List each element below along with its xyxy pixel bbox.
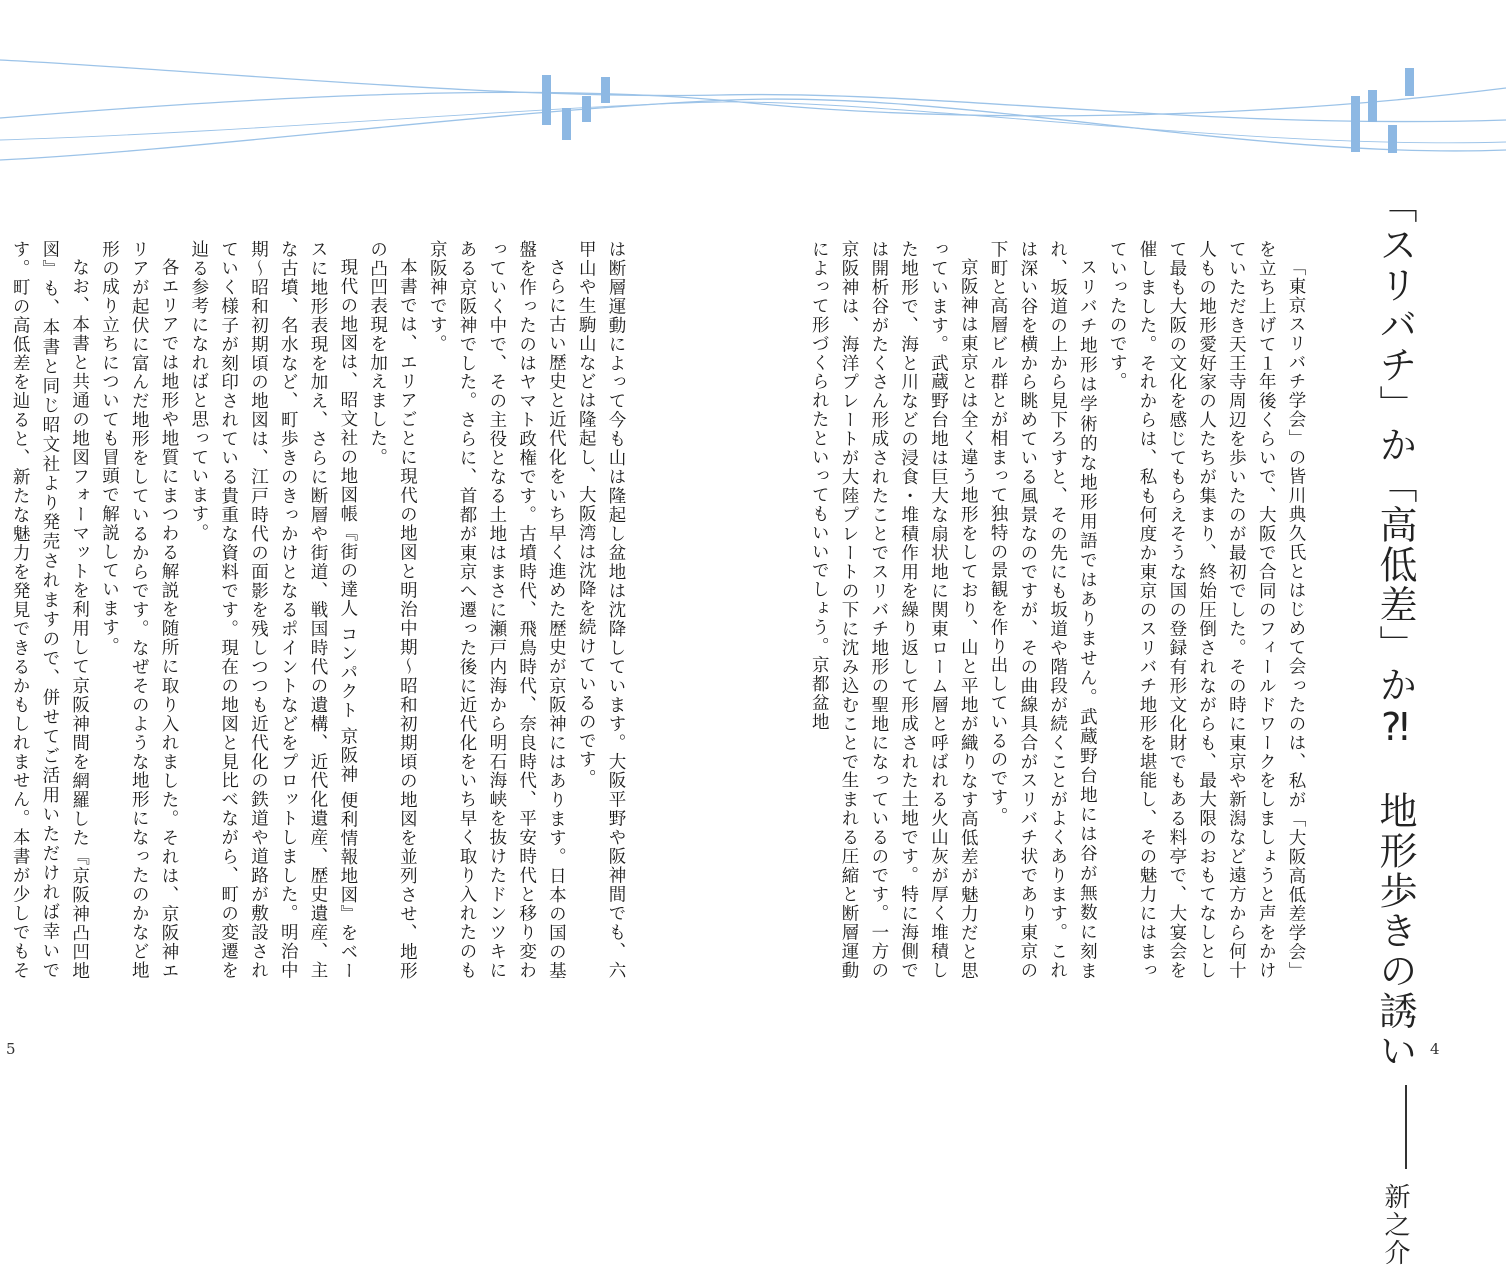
paragraph: 現代の地図は、昭文社の地図帳『街の達人 コンパクト 京阪神 便利情報地図』をベースに地形表現を加え、さらに断層や街道、戦国時代の遺構、近代化遺産、歴史遺産、主な古墳、名水など、町歩きのきっかけとなるポイントなどをプロットしました。明治中期～昭和初期頃の地図は、江戸時代の面影を残しつつも近代化の鉄道や道路が敷設されていく様子が刻印されている貴重な資料です。現在の地図と見比べながら、町の変遷を辿る参考になればと思っています。 xyxy=(188,240,358,980)
page-number-right: 4 xyxy=(1430,1040,1440,1058)
paragraph: 「東京スリバチ学会」の皆川典久氏とはじめて会ったのは、私が「大阪高低差学会」を立ち上げて１年後くらいで、大阪で合同のフィールドワークをしましょうと声をかけていただき天王寺周辺を歩いたのが最初でした。その時に東京や新潟など遠方から何十人もの地形愛好家の人たちが集まり、終始圧倒されながらも、最大限のおもてなしとして最も大阪の文化を感じてもらえそうな国の登録有形文化財でもある料亭で、大宴会を催しました。それからは、私も何度か東京のスリバチ地形を堪能し、その魅力にはまっていったのです。 xyxy=(1107,240,1306,980)
page-number-left: 5 xyxy=(6,1040,16,1058)
left-page-body xyxy=(10,240,630,980)
paragraph: スリバチ地形は学術的な地形用語ではありません。武蔵野台地には谷が無数に刻まれ、坂道の上から見下ろすと、その先にも坂道や階段が続くことがよくあります。これは深い谷を横から眺めている風景なのですが、その曲線具合がスリバチ状であり東京の下町と高層ビル群とが相まって独特の景観を作り出しているのです。 xyxy=(988,240,1098,980)
bars-right xyxy=(1351,68,1414,153)
title-author: 新之介 xyxy=(1380,1183,1410,1267)
paragraph: なお、本書と共通の地図フォーマットを利用して京阪神間を網羅した『京阪神凸凹地図』も、本書と同じ昭文社より発売されますので、併せてご活用いただければ幸いです。町の高低差を辿ると、新たな魅力を発見できるかもしれません。本書が少しでもそ xyxy=(10,240,90,980)
right-page-body xyxy=(810,240,1310,980)
paragraph: 各エリアでは地形や地質にまつわる解説を随所に取り入れました。それは、京阪神エリアが起伏に富んだ地形をしているからです。なぜそのような地形になったのかなど地形の成り立ちについても冒頭で解説しています。 xyxy=(99,240,180,980)
chapter-title xyxy=(1340,185,1420,1267)
paragraph: は断層運動によって今も山は隆起し盆地は沈降しています。大阪平野や阪神間でも、六甲山や生駒山などは隆起し、大阪湾は沈降を続けているのです。 xyxy=(576,240,626,980)
title-dash xyxy=(1405,1085,1407,1169)
paragraph: さらに古い歴史と近代化をいち早く進めた歴史が京阪神にはあります。日本の国の基盤を作ったのはヤマト政権です。古墳時代、飛鳥時代、奈良時代、平安時代と移り変わっていく中で、その主役となる土地はまさに瀬戸内海から明石海峡を抜けたドンツキにある京阪神でした。さらに、首都が東京へ遷った後に近代化をいち早く取り入れたのも京阪神です。 xyxy=(427,240,567,980)
paragraph: 京阪神は東京とは全く違う地形をしており、山と平地が織りなす高低差が魅力だと思っています。武蔵野台地は巨大な扇状地に関東ローム層と呼ばれる火山灰が厚く堆積した地形で、海と川などの浸食・堆積作用を繰り返して形成された土地です。特に海側では開析谷がたくさん形成されたことでスリバチ地形の聖地になっているのです。一方の京阪神は、海洋プレートが大陸プレートの下に沈み込むことで生まれる圧縮と断層運動によって形づくられたといってもいいでしょう。京都盆地 xyxy=(809,240,979,980)
header-decoration xyxy=(0,0,1506,200)
title-main: 「スリバチ」か「高低差」か⁈ 地形歩きの誘い xyxy=(1373,185,1417,1071)
paragraph: 本書では、エリアごとに現代の地図と明治中期～昭和初期頃の地図を並列させ、地形の凸凹表現を加えました。 xyxy=(367,240,418,980)
